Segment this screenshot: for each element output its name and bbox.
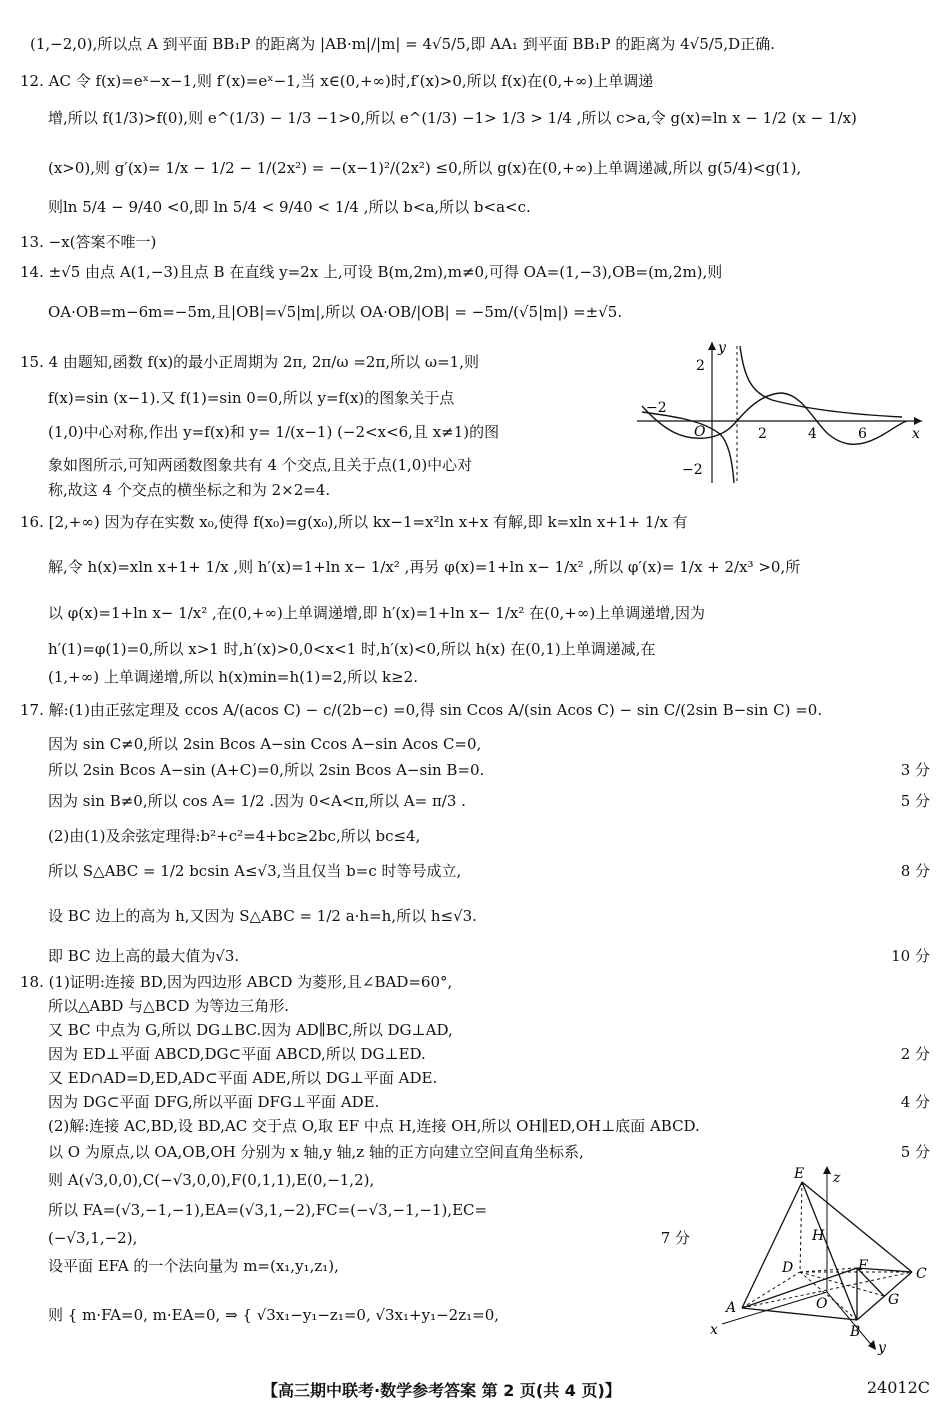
score-label: 7 分: [655, 1228, 690, 1248]
x-axis-arrow: [914, 417, 922, 425]
text-line: 设平面 EFA 的一个法向量为 m=(x₁,y₁,z₁),: [48, 1257, 339, 1275]
function-graph: [632, 338, 932, 488]
text-line: 又 ED∩AD=D,ED,AD⊂平面 ADE,所以 DG⊥平面 ADE.: [48, 1069, 438, 1087]
diag-BD: [800, 1272, 857, 1320]
x-axis-label: x: [912, 426, 920, 442]
text-line: 设 BC 边上的高为 h,又因为 S△ABC = 1/2 a·h=h,所以 h≤√3.: [48, 907, 477, 925]
text-line: 14. ±√5 由点 A(1,−3)且点 B 在直线 y=2x 上,可设 B(m,2m),m≠0,可得 OA=(1,−3),OB=(m,2m),则: [20, 263, 723, 281]
text-line: 因为 sin C≠0,所以 2sin Bcos A−sin Ccos A−sin Acos C=0,: [48, 735, 482, 753]
label-A: A: [726, 1300, 737, 1316]
x-tick-4: 4: [808, 426, 817, 442]
x-tick-2: 2: [758, 426, 767, 442]
score-row: 所以 2sin Bcos A−sin (A+C)=0,所以 2sin Bcos A−sin B=0.: [48, 760, 930, 780]
text-line: f(x)=sin (x−1).又 f(1)=sin 0=0,所以 y=f(x)的图象关于点: [48, 389, 455, 407]
text-line: h′(1)=φ(1)=0,所以 x>1 时,h′(x)>0,0<x<1 时,h′(x)<0,所以 h(x) 在(0,1)上单调递减,在: [48, 640, 656, 658]
score-label: 8 分: [895, 861, 930, 881]
text-line: 16. [2,+∞) 因为存在实数 x₀,使得 f(x₀)=g(x₀),所以 kx−1=x²ln x+x 有解,即 k=xln x+1+ 1/x 有: [20, 513, 688, 531]
text-line: 因为 ED⊥平面 ABCD,DG⊂平面 ABCD,所以 DG⊥ED.: [48, 1045, 426, 1063]
y-tick-2: 2: [696, 358, 705, 374]
label-B: B: [850, 1324, 861, 1340]
text-line: (2)由(1)及余弦定理得:b²+c²=4+bc≥2bc,所以 bc≤4,: [48, 827, 421, 845]
text-line: (−√3,1,−2),: [48, 1229, 138, 1247]
label-H: H: [812, 1228, 825, 1244]
text-line: 称,故这 4 个交点的横坐标之和为 2×2=4.: [48, 481, 331, 499]
label-C: C: [916, 1266, 927, 1282]
score-label: 2 分: [895, 1044, 930, 1064]
label-y: y: [878, 1340, 886, 1356]
text-line: (x>0),则 g′(x)= 1/x − 1/2 − 1/(2x²) = −(x−1)²/(2x²) ≤0,所以 g(x)在(0,+∞)上单调递减,所以 g(5/4)<g(1),: [48, 159, 802, 177]
score-label: 5 分: [895, 791, 930, 811]
text-line: 则 { m·FA=0, m·EA=0, ⇒ { √3x₁−y₁−z₁=0, √3x₁+y₁−2z₁=0,: [48, 1306, 500, 1324]
label-x: x: [710, 1322, 718, 1338]
score-label: 10 分: [885, 946, 930, 966]
solid-figure: [702, 1160, 942, 1360]
score-label: 4 分: [895, 1092, 930, 1112]
y-axis-arrow: [868, 1340, 876, 1350]
text-line: 因为 sin B≠0,所以 cos A= 1/2 .因为 0<A<π,所以 A= π/3 .: [48, 792, 466, 810]
text-line: OA·OB=m−6m=−5m,且|OB|=√5|m|,所以 OA·OB/|OB| = −5m/(√5|m|) =±√5.: [48, 303, 623, 321]
edge-EA: [742, 1182, 802, 1308]
text-line: 所以△ABD 与△BCD 为等边三角形.: [48, 997, 290, 1015]
text-line: (2)解:连接 AC,BD,设 BD,AC 交于点 O,取 EF 中点 H,连接 OH,所以 OH∥ED,OH⊥底面 ABCD.: [48, 1117, 700, 1135]
text-line: 又 BC 中点为 G,所以 DG⊥BC.因为 AD∥BC,所以 DG⊥AD,: [48, 1021, 453, 1039]
label-D: D: [782, 1260, 794, 1276]
page-footer: 【高三期中联考·数学参考答案 第 2 页(共 4 页)】: [262, 1381, 621, 1400]
y-axis-label: y: [718, 340, 726, 356]
edge-ED: [800, 1182, 802, 1272]
label-F: F: [858, 1258, 868, 1274]
text-line: 所以 S△ABC = 1/2 bcsin A≤√3,当且仅当 b=c 时等号成立,: [48, 862, 462, 880]
text-line: 象如图所示,可知两函数图象共有 4 个交点,且关于点(1,0)中心对: [48, 456, 473, 474]
label-O: O: [816, 1296, 828, 1312]
text-line: (1,+∞) 上单调递增,所以 h(x)min=h(1)=2,所以 k≥2.: [48, 668, 418, 686]
x-tick-6: 6: [858, 426, 867, 442]
text-line: 则ln 5/4 − 9/40 <0,即 ln 5/4 < 9/40 < 1/4 ,所以 b<a,所以 b<a<c.: [48, 198, 531, 216]
text-line: 解,令 h(x)=xln x+1+ 1/x ,则 h′(x)=1+ln x− 1/x² ,再另 φ(x)=1+ln x− 1/x² ,所以 φ′(x)= 1/x + 2/x³ >0,所: [48, 558, 801, 576]
text-line: (1,−2,0),所以点 A 到平面 BB₁P 的距离为 |AB·m|/|m| = 4√5/5,即 AA₁ 到平面 BB₁P 的距离为 4√5/5,D正确.: [30, 35, 775, 53]
text-line: (1,0)中心对称,作出 y=f(x)和 y= 1/(x−1) (−2<x<6,且 x≠1)的图: [48, 423, 500, 441]
y-axis-arrow: [708, 342, 716, 350]
score-label: 5 分: [895, 1142, 930, 1162]
edge-EB: [802, 1182, 857, 1320]
text-line: 17. 解:(1)由正弦定理及 ccos A/(acos C) − c/(2b−c) =0,得 sin Ccos A/(sin Acos C) − sin C/(2sin B−sin C) =0.: [20, 701, 823, 719]
text-line: 以 φ(x)=1+ln x− 1/x² ,在(0,+∞)上单调递增,即 h′(x)=1+ln x− 1/x² 在(0,+∞)上单调递增,因为: [48, 604, 705, 622]
origin-label: O: [694, 424, 706, 440]
edge-AB: [742, 1308, 857, 1320]
text-line: 增,所以 f(1/3)>f(0),则 e^(1/3) − 1/3 −1>0,所以 e^(1/3) −1> 1/3 > 1/4 ,所以 c>a,令 g(x)=ln x − 1/2 (x − 1/x): [48, 109, 857, 127]
text-line: 13. −x(答案不唯一): [20, 233, 157, 251]
text-line: 12. AC 令 f(x)=eˣ−x−1,则 f′(x)=eˣ−1,当 x∈(0,+∞)时,f′(x)>0,所以 f(x)在(0,+∞)上单调递: [20, 72, 654, 90]
score-label: 3 分: [895, 760, 930, 780]
label-E: E: [794, 1166, 805, 1182]
document-code: 24012C: [866, 1378, 930, 1397]
text-line: 即 BC 边上高的最大值为√3.: [48, 947, 240, 965]
text-line: 所以 FA=(√3,−1,−1),EA=(√3,1,−2),FC=(−√3,−1,−1),EC=: [48, 1201, 488, 1219]
reciprocal-curve-right: [740, 346, 902, 417]
x-tick-neg2: −2: [646, 400, 667, 416]
label-z: z: [833, 1170, 841, 1186]
label-G: G: [888, 1292, 900, 1308]
edge-BC: [857, 1272, 912, 1320]
z-axis-arrow: [823, 1166, 831, 1174]
y-tick-neg2: −2: [682, 462, 703, 478]
edge-FA: [742, 1268, 857, 1308]
text-line: 以 O 为原点,以 OA,OB,OH 分别为 x 轴,y 轴,z 轴的正方向建立空间直角坐标系,: [48, 1143, 584, 1161]
text-line: 则 A(√3,0,0),C(−√3,0,0),F(0,1,1),E(0,−1,2),: [48, 1171, 375, 1189]
text-line: 18. (1)证明:连接 BD,因为四边形 ABCD 为菱形,且∠BAD=60°,: [20, 973, 453, 991]
edge-EC: [802, 1182, 912, 1272]
text-line: 因为 DG⊂平面 DFG,所以平面 DFG⊥平面 ADE.: [48, 1093, 380, 1111]
text-line: 15. 4 由题知,函数 f(x)的最小正周期为 2π, 2π/ω =2π,所以 ω=1,则: [20, 353, 479, 371]
